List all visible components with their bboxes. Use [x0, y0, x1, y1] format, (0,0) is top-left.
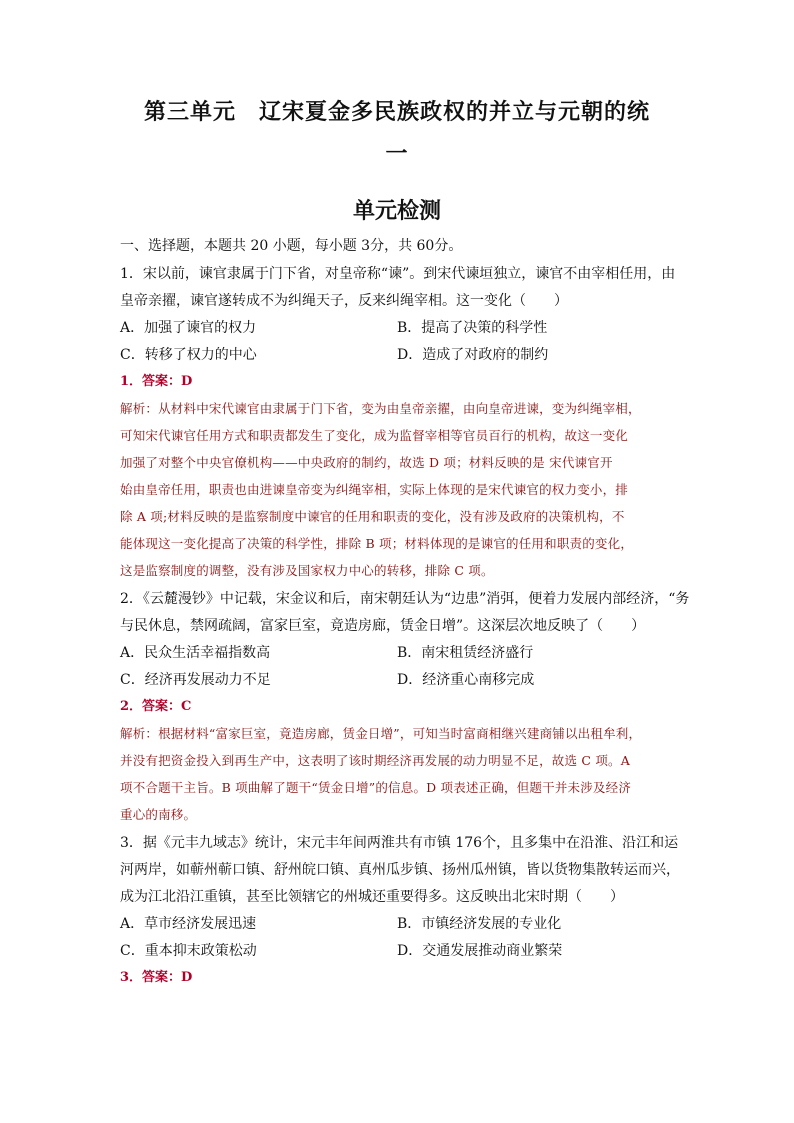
- option-a: A．草市经济发展迅速: [120, 916, 257, 932]
- option-b: B．市镇经济发展的专业化: [397, 916, 562, 932]
- question-stem-line: 成为江北沿江重镇，甚至比领辖它的州城还重要得多。这反映出北宋时期（ ）: [120, 889, 624, 905]
- page-subtitle: 单元检测: [352, 199, 441, 224]
- explanation-line: 这是监察制度的调整，没有涉及国家权力中心的转移，排除 C 项。: [120, 563, 494, 578]
- explanation-line: 除 A 项;材料反映的是监察制度中谏官的任用和职责的变化，没有涉及政府的决策机构，不: [120, 509, 625, 524]
- explanation-line: 解析：从材料中宋代谏官由隶属于门下省，变为由皇帝亲擢，由向皇帝进谏，变为纠绳宰相，: [120, 401, 641, 416]
- explanation-line: 可知宋代谏官任用方式和职责都发生了变化，成为监督宰相等官员百行的机构，故这一变化: [120, 428, 629, 443]
- option-c: C．重本抑末政策松动: [120, 943, 257, 959]
- option-d: D．交通发展推动商业繁荣: [397, 943, 563, 959]
- explanation-line: 重心的南移。: [120, 807, 197, 822]
- explanation-line: 始由皇帝任用，职责也由进谏皇帝变为纠绳宰相，实际上体现的是宋代谏官的权力变小，排: [120, 482, 629, 497]
- option-a: A．加强了谏官的权力: [120, 320, 257, 336]
- question-stem-line: 皇帝亲擢，谏官遂转成不为纠绳天子，反来纠绳宰相。这一变化（ ）: [120, 293, 568, 309]
- question-stem-line: 2．《云麓漫钞》中记载，宋金议和后，南宋朝廷认为“边患”消弭，便着力发展内部经济，“务: [120, 591, 690, 607]
- option-d: D．造成了对政府的制约: [397, 347, 549, 363]
- option-b: B．提高了决策的科学性: [397, 320, 548, 336]
- page-title-continued: 一: [385, 142, 409, 167]
- option-b: B．南宋租赁经济盛行: [397, 645, 534, 661]
- explanation-line: 并没有把资金投入到再生产中，这表明了该时期经济再发展的动力明显不足，故选 C 项。A: [120, 753, 630, 768]
- question-stem-line: 河两岸，如蕲州蕲口镇、舒州皖口镇、真州瓜步镇、扬州瓜州镇，皆以货物集散转运而兴，: [120, 862, 680, 878]
- question-stem-line: 1．宋以前，谏官隶属于门下省，对皇帝称“谏”。到宋代谏垣独立，谏官不由宰相任用，由: [120, 266, 676, 282]
- question-stem-line: 3．据《元丰九域志》统计，宋元丰年间两淮共有市镇 176个，且多集中在沿淮、沿江和运: [120, 835, 679, 851]
- explanation-line: 加强了对整个中央官僚机构——中央政府的制约，故选 D 项；材料反映的是 宋代谏官开: [120, 455, 613, 470]
- option-c: C．经济再发展动力不足: [120, 672, 271, 688]
- option-c: C．转移了权力的中心: [120, 347, 257, 363]
- option-a: A．民众生活幸福指数高: [120, 645, 271, 661]
- question-stem-line: 与民休息，禁网疏阔，富家巨室，竟造房廊，赁金日增”。这深层次地反映了（ ）: [120, 618, 646, 634]
- answer-label: 2．答案：C: [120, 699, 192, 714]
- answer-label: 3．答案：D: [120, 970, 193, 985]
- section-header: 一、选择题，本题共 20 小题，每小题 3分，共 60分。: [120, 238, 463, 254]
- option-d: D．经济重心南移完成: [397, 672, 535, 688]
- page-title: 第三单元 辽宋夏金多民族政权的并立与元朝的统: [143, 100, 650, 125]
- answer-label: 1．答案：D: [120, 374, 193, 389]
- explanation-line: 项不合题干主旨。B 项曲解了题干“赁金日增”的信息。D 项表述正确，但题干并未涉及经济: [120, 780, 632, 795]
- explanation-line: 能体现这一变化提高了决策的科学性，排除 B 项；材料体现的是谏官的任用和职责的变化，: [120, 536, 634, 551]
- explanation-line: 解析：根据材料“富家巨室，竟造房廊，赁金日增”，可知当时富商相继兴建商铺以出租牟利，: [120, 726, 642, 741]
